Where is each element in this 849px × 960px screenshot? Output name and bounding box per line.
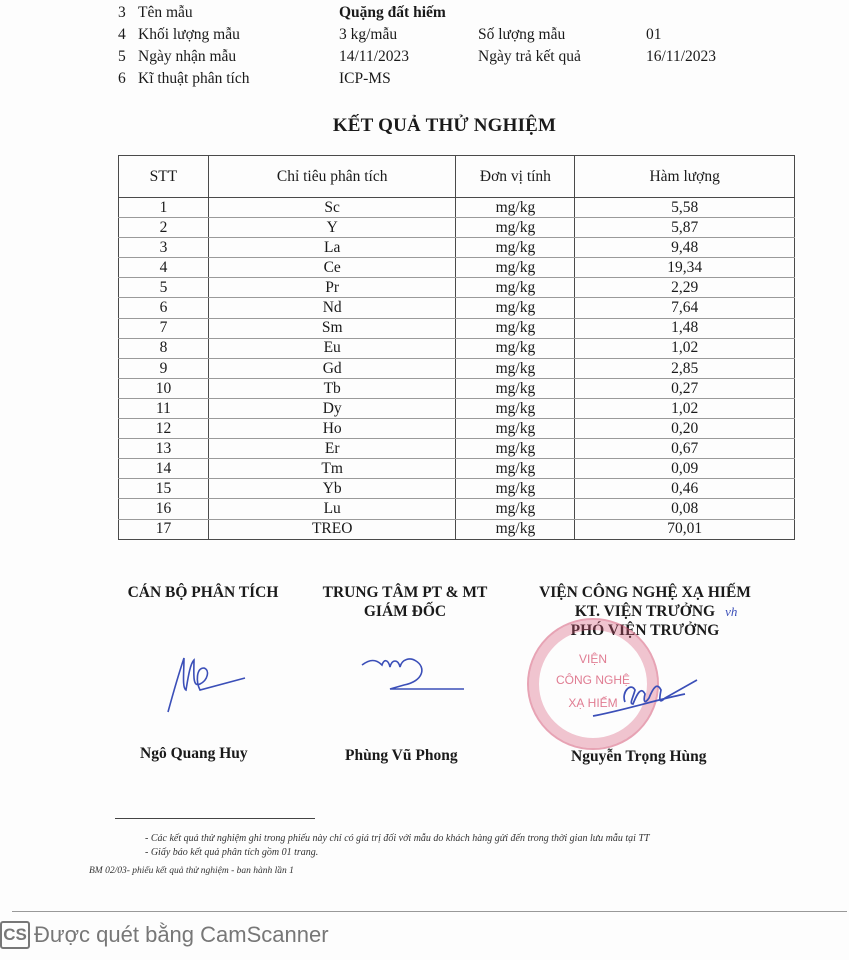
results-table <box>118 155 795 540</box>
cell-unit: mg/kg <box>456 278 575 298</box>
cell-parameter: TREO <box>208 519 456 539</box>
institute-title-line1: VIỆN CÔNG NGHỆ XẠ HIẾM <box>539 584 751 601</box>
cell-parameter: Ce <box>208 258 456 278</box>
stamp-line3: XẠ HIẾM <box>568 696 618 710</box>
table-row <box>119 378 795 398</box>
cell-unit: mg/kg <box>456 258 575 278</box>
center-title-line1: TRUNG TÂM PT & MT <box>322 584 488 601</box>
institute-title-line2-wrap <box>525 602 765 621</box>
initials-mark: vh <box>725 604 738 619</box>
cell-stt: 5 <box>119 278 209 298</box>
info-value: ICP-MS <box>339 70 391 87</box>
table-row <box>119 218 795 238</box>
cell-unit: mg/kg <box>456 238 575 258</box>
cell-stt: 6 <box>119 298 209 318</box>
cell-stt: 11 <box>119 398 209 418</box>
camscanner-watermark <box>0 918 329 952</box>
table-row <box>119 278 795 298</box>
cell-stt: 4 <box>119 258 209 278</box>
cell-content: 70,01 <box>575 519 795 539</box>
cell-content: 0,20 <box>575 419 795 439</box>
table-row <box>119 419 795 439</box>
cell-unit: mg/kg <box>456 439 575 459</box>
cell-stt: 16 <box>119 499 209 519</box>
table-row <box>119 318 795 338</box>
cell-unit: mg/kg <box>456 459 575 479</box>
info-number: 3 <box>118 4 126 21</box>
institute-title-line3: PHÓ VIỆN TRƯỞNG <box>570 622 720 639</box>
cell-content: 0,09 <box>575 459 795 479</box>
info-number: 4 <box>118 26 126 43</box>
cell-stt: 7 <box>119 318 209 338</box>
cell-unit: mg/kg <box>456 338 575 358</box>
form-code: BM 02/03- phiếu kết quả thử nghiệm - ban hành lần 1 <box>89 866 294 876</box>
info-label: Khối lượng mẫu <box>138 26 240 43</box>
column-header-content: Hàm lượng <box>575 156 795 198</box>
center-director-signature <box>360 655 470 705</box>
column-header-parameter: Chỉ tiêu phân tích <box>208 156 456 198</box>
cell-unit: mg/kg <box>456 378 575 398</box>
table-row <box>119 519 795 539</box>
info-label: Số lượng mẫu <box>478 26 566 43</box>
cell-unit: mg/kg <box>456 479 575 499</box>
table-row <box>119 499 795 519</box>
center-title-line2: GIÁM ĐỐC <box>363 603 447 620</box>
cell-content: 2,29 <box>575 278 795 298</box>
column-header-unit: Đơn vị tính <box>456 156 575 198</box>
cell-stt: 3 <box>119 238 209 258</box>
cell-stt: 15 <box>119 479 209 499</box>
cell-parameter: Dy <box>208 398 456 418</box>
cell-content: 7,64 <box>575 298 795 318</box>
stamp-line2: CÔNG NGHỆ <box>555 673 630 687</box>
center-director-name: Phùng Vũ Phong <box>345 747 458 764</box>
cell-stt: 12 <box>119 419 209 439</box>
cell-unit: mg/kg <box>456 218 575 238</box>
cell-parameter: Pr <box>208 278 456 298</box>
cell-content: 19,34 <box>575 258 795 278</box>
cell-content: 1,48 <box>575 318 795 338</box>
cell-parameter: Yb <box>208 479 456 499</box>
camscanner-text: Được quét bằng CamScanner <box>34 922 329 947</box>
results-body <box>119 198 795 540</box>
cell-content: 9,48 <box>575 238 795 258</box>
cell-parameter: Tb <box>208 378 456 398</box>
footnote-divider <box>115 818 315 819</box>
cell-unit: mg/kg <box>456 318 575 338</box>
cell-parameter: La <box>208 238 456 258</box>
cell-content: 5,58 <box>575 198 795 218</box>
cell-parameter: Nd <box>208 298 456 318</box>
info-value: 14/11/2023 <box>339 48 410 65</box>
cell-content: 2,85 <box>575 358 795 378</box>
cell-unit: mg/kg <box>456 358 575 378</box>
cell-parameter: Er <box>208 439 456 459</box>
table-row <box>119 198 795 218</box>
table-row <box>119 258 795 278</box>
cell-unit: mg/kg <box>456 419 575 439</box>
cell-parameter: Ho <box>208 419 456 439</box>
results-title: KẾT QUẢ THỬ NGHIỆM <box>332 115 557 136</box>
cell-stt: 1 <box>119 198 209 218</box>
institute-signer-name: Nguyễn Trọng Hùng <box>571 748 707 765</box>
cell-unit: mg/kg <box>456 398 575 418</box>
info-value: 16/11/2023 <box>646 48 717 65</box>
cell-content: 0,46 <box>575 479 795 499</box>
cell-content: 5,87 <box>575 218 795 238</box>
table-row <box>119 338 795 358</box>
cell-parameter: Gd <box>208 358 456 378</box>
cell-content: 0,08 <box>575 499 795 519</box>
cell-stt: 13 <box>119 439 209 459</box>
analyst-signature <box>160 650 255 715</box>
info-value: 01 <box>646 26 662 43</box>
analyst-name: Ngô Quang Huy <box>140 745 248 762</box>
cell-stt: 9 <box>119 358 209 378</box>
table-row <box>119 479 795 499</box>
info-value: Quặng đất hiếm <box>339 4 446 21</box>
cell-stt: 10 <box>119 378 209 398</box>
info-number: 5 <box>118 48 126 65</box>
cell-unit: mg/kg <box>456 499 575 519</box>
cell-stt: 2 <box>119 218 209 238</box>
info-label: Ngày nhận mẫu <box>138 48 237 65</box>
info-value: 3 kg/mẫu <box>339 26 398 43</box>
cell-parameter: Sm <box>208 318 456 338</box>
cell-parameter: Tm <box>208 459 456 479</box>
analyst-title <box>108 583 298 602</box>
cell-stt: 14 <box>119 459 209 479</box>
cell-parameter: Sc <box>208 198 456 218</box>
table-row <box>119 459 795 479</box>
analyst-title-text: CÁN BỘ PHÂN TÍCH <box>127 584 279 601</box>
institute-title-line2: KT. VIỆN TRƯỞNG <box>574 603 716 620</box>
footnote-pages: - Giấy báo kết quả phân tích gồm 01 trang. <box>145 847 319 858</box>
cell-parameter: Y <box>208 218 456 238</box>
cell-content: 1,02 <box>575 338 795 358</box>
table-row <box>119 298 795 318</box>
info-label: Tên mẫu <box>138 4 193 21</box>
table-row <box>119 398 795 418</box>
cell-parameter: Lu <box>208 499 456 519</box>
info-label: Kĩ thuật phân tích <box>138 70 250 87</box>
cell-parameter: Eu <box>208 338 456 358</box>
cell-stt: 8 <box>119 338 209 358</box>
column-header-stt: STT <box>119 156 209 198</box>
info-number: 6 <box>118 70 126 87</box>
cell-content: 0,67 <box>575 439 795 459</box>
table-header-row <box>119 156 795 198</box>
cell-unit: mg/kg <box>456 298 575 318</box>
cell-content: 1,02 <box>575 398 795 418</box>
cell-content: 0,27 <box>575 378 795 398</box>
stamp-line1: VIỆN <box>578 652 607 666</box>
institute-signature <box>585 672 705 722</box>
cell-unit: mg/kg <box>456 519 575 539</box>
cell-unit: mg/kg <box>456 198 575 218</box>
footnote-validity: - Các kết quả thử nghiệm ghi trong phiếu này chỉ có giá trị đối với mẫu do khách hàng gửi đến trong thời gian lưu mẫu tại TT <box>145 833 650 844</box>
table-row <box>119 358 795 378</box>
camscanner-logo-icon: CS <box>0 921 30 949</box>
table-row <box>119 439 795 459</box>
table-row <box>119 238 795 258</box>
cell-stt: 17 <box>119 519 209 539</box>
info-label: Ngày trả kết quả <box>478 48 581 65</box>
center-title <box>300 583 510 621</box>
page-bottom-line <box>12 911 847 912</box>
